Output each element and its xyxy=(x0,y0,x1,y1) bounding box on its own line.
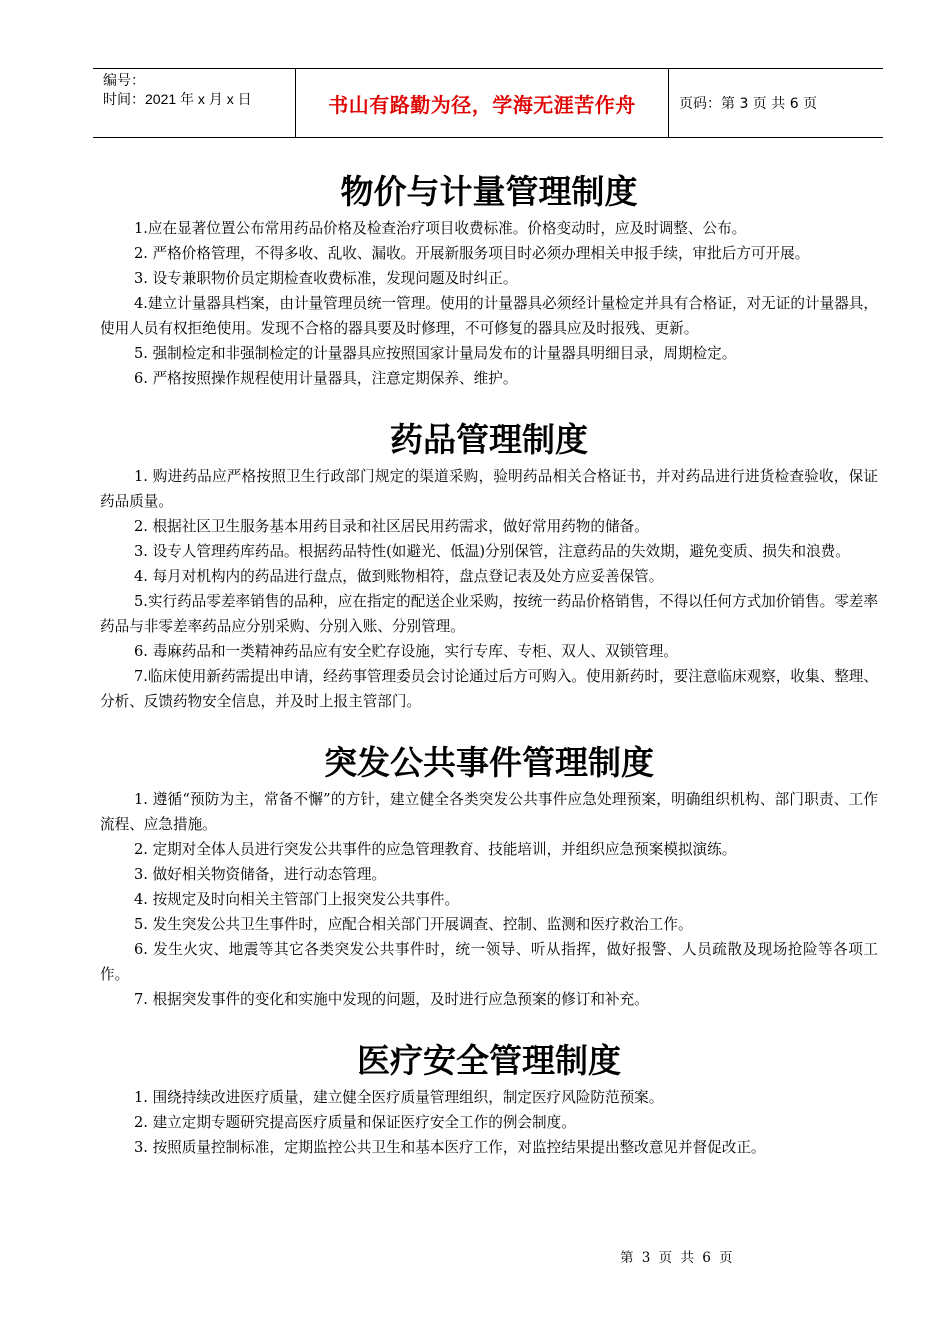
paragraph: 7.临床使用新药需提出申请，经药事管理委员会讨论通过后方可购入。使用新药时，要注意临床观察，收集、整理、分析、反馈药物安全信息，并及时上报主管部门。 xyxy=(100,668,878,710)
section-emergency xyxy=(100,739,878,1012)
page-footer: 第 3 页 共 6 页 xyxy=(620,1250,735,1266)
motto: 书山有路勤为径，学海无涯苦作舟 xyxy=(328,92,636,117)
paragraph: 3. 设专兼职物价员定期检查收费标准，发现问题及时纠正。 xyxy=(134,270,518,287)
paragraph: 3. 按照质量控制标准，定期监控公共卫生和基本医疗工作，对监控结果提出整改意见并督促改正。 xyxy=(134,1139,766,1156)
page-label: 页码：第 3 页 共 6 页 xyxy=(679,96,818,112)
paragraph: 5.实行药品零差率销售的品种，应在指定的配送企业采购，按统一药品价格销售，不得以任何方式加价销售。零差率药品与非零差率药品应分别采购、分别入账、分别管理。 xyxy=(100,593,878,635)
paragraph: 7. 根据突发事件的变化和实施中发现的问题，及时进行应急预案的修订和补充。 xyxy=(134,991,649,1008)
header-motto-cell xyxy=(295,69,669,137)
paragraph: 1. 购进药品应严格按照卫生行政部门规定的渠道采购，验明药品相关合格证书，并对药品进行进货检查验收，保证药品质量。 xyxy=(100,468,878,510)
paragraph: 1. 遵循“预防为主，常备不懈”的方针，建立健全各类突发公共事件应急处理预案，明确组织机构、部门职责、工作流程、应急措施。 xyxy=(100,791,878,833)
section-price xyxy=(100,168,878,391)
section-title: 物价与计量管理制度 xyxy=(340,172,638,211)
time-label: 时间：2021 年 x 月 x 日 xyxy=(103,91,252,107)
paragraph: 4. 按规定及时向相关主管部门上报突发公共事件。 xyxy=(134,891,460,908)
number-label: 编号： xyxy=(103,72,145,88)
section-title: 药品管理制度 xyxy=(390,420,588,459)
paragraph: 2. 根据社区卫生服务基本用药目录和社区居民用药需求，做好常用药物的储备。 xyxy=(134,518,649,535)
section-medical-safety xyxy=(100,1037,878,1160)
page-header xyxy=(93,68,883,138)
paragraph: 4. 每月对机构内的药品进行盘点，做到账物相符，盘点登记表及处方应妥善保管。 xyxy=(134,568,664,585)
paragraph: 6. 严格按照操作规程使用计量器具，注意定期保养、维护。 xyxy=(134,370,518,387)
paragraph: 3. 做好相关物资储备，进行动态管理。 xyxy=(134,866,387,883)
section-title: 医疗安全管理制度 xyxy=(357,1041,621,1080)
paragraph: 5. 强制检定和非强制检定的计量器具应按照国家计量局发布的计量器具明细目录，周期检定。 xyxy=(134,345,737,362)
paragraph: 2. 严格价格管理，不得多收、乱收、漏收。开展新服务项目时必须办理相关申报手续，审批后方可开展。 xyxy=(134,245,810,262)
section-drugs xyxy=(100,416,878,714)
document-body xyxy=(100,168,878,1185)
paragraph: 1. 围绕持续改进医疗质量，建立健全医疗质量管理组织，制定医疗风险防范预案。 xyxy=(134,1089,664,1106)
paragraph: 4.建立计量器具档案，由计量管理员统一管理。使用的计量器具必须经计量检定并具有合格证，对无证的计量器具，使用人员有权拒绝使用。发现不合格的器具要及时修理，不可修复的器具应及时报残、更新。 xyxy=(100,295,878,337)
paragraph: 6. 毒麻药品和一类精神药品应有安全贮存设施，实行专库、专柜、双人、双锁管理。 xyxy=(134,643,678,660)
paragraph: 2. 定期对全体人员进行突发公共事件的应急管理教育、技能培训，并组织应急预案模拟演练。 xyxy=(134,841,737,858)
paragraph: 6. 发生火灾、地震等其它各类突发公共事件时，统一领导、听从指挥，做好报警、人员疏散及现场抢险等各项工作。 xyxy=(100,941,878,983)
paragraph: 1.应在显著位置公布常用药品价格及检查治疗项目收费标准。价格变动时，应及时调整、公布。 xyxy=(134,220,747,237)
header-page-cell xyxy=(669,69,883,137)
paragraph: 2. 建立定期专题研究提高医疗质量和保证医疗安全工作的例会制度。 xyxy=(134,1114,576,1131)
paragraph: 3. 设专人管理药库药品。根据药品特性(如避光、低温)分别保管，注意药品的失效期，避免变质、损失和浪费。 xyxy=(134,543,850,560)
header-meta xyxy=(93,69,295,137)
paragraph: 5. 发生突发公共卫生事件时，应配合相关部门开展调查、控制、监测和医疗救治工作。 xyxy=(134,916,693,933)
section-title: 突发公共事件管理制度 xyxy=(324,743,654,782)
